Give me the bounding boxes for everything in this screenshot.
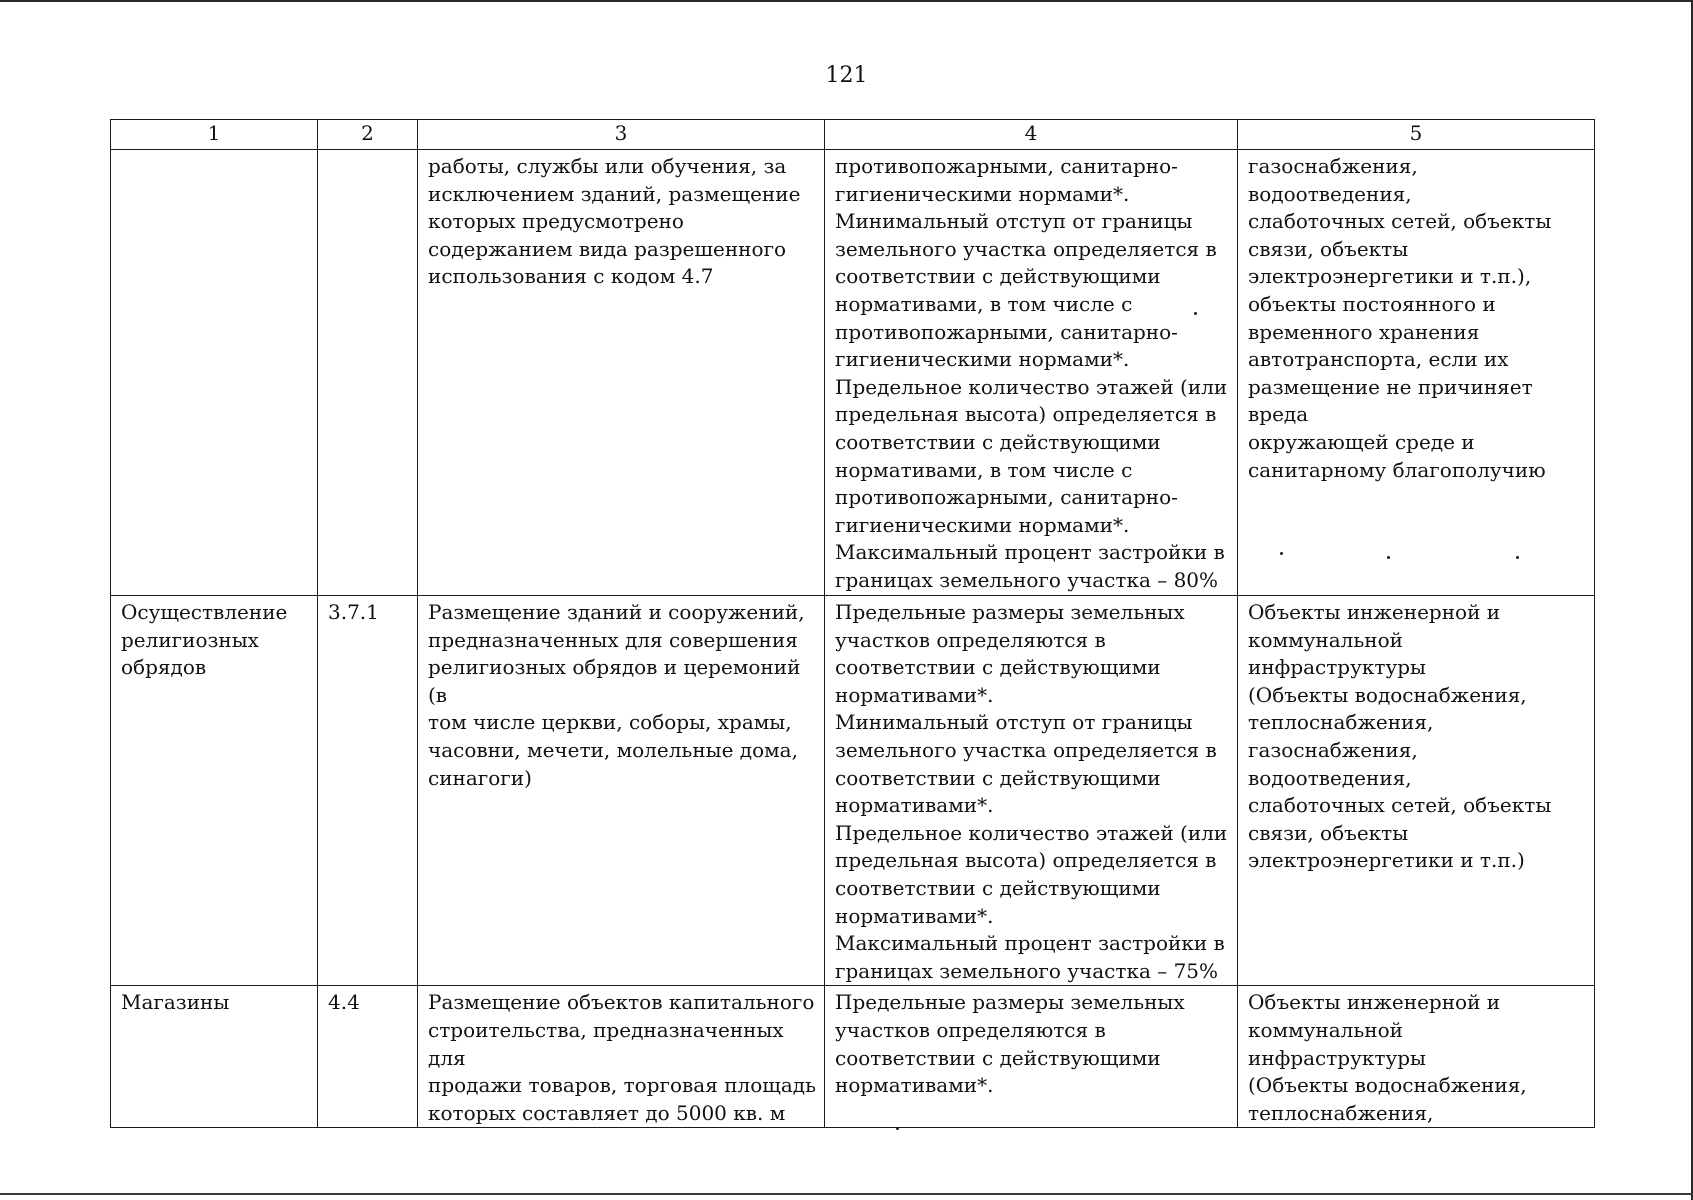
cell-text: противопожарными, санитарно- гигиеническими нормами*. Минимальный отступ от границы земельного участка определяется в соответствии с действующими нормативами, в том числе с противопожарными, санитарно- гигиеническими нормами*. Предельное количество этажей (или предельная высота) определяется в соответствии с действующими нормативами, в том числе с противопожарными, санитарно- гигиеническими нормами*. Максимальный процент застройки в границах земельного участка – 80%	[835, 154, 1228, 592]
cell-use-name	[111, 150, 318, 596]
cell-code	[318, 150, 418, 596]
cell-text: Объекты инженерной и коммунальной инфраструктуры (Объекты водоснабжения, теплоснабжения, газоснабжения, водоотведения, слаботочных сетей, объекты связи, объекты электроэнергетики и т.п.)	[1248, 600, 1552, 873]
header-cell-1: 1	[111, 120, 318, 150]
scan-speck	[1516, 556, 1519, 559]
cell-text: газоснабжения, водоотведения, слаботочных сетей, объекты связи, объекты электроэнергетики и т.п.), объекты постоянного и временного хранения автотранспорта, если их размещение не причиняет вреда окружающей среде и санитарному благополучию	[1248, 154, 1552, 482]
cell-text: Предельные размеры земельных участков определяются в соответствии с действующими нормативами*. Минимальный отступ от границы земельного участка определяется в соответствии с действующими нормативами*. Предельное количество этажей (или предельная высота) определяется в соответствии с действующими нормативами*. Максимальный процент застройки в границах земельного участка – 75%	[835, 600, 1228, 983]
cell-text: Объекты инженерной и коммунальной инфраструктуры (Объекты водоснабжения, теплоснабжения,	[1248, 990, 1527, 1125]
scan-speck	[896, 1127, 899, 1130]
header-cell-3: 3	[418, 120, 825, 150]
cell-text: работы, службы или обучения, за исключением зданий, размещение которых предусмотрено содержанием вида разрешенного использования с кодом 4.7	[428, 154, 801, 289]
cell-auxiliary-uses	[1238, 596, 1595, 986]
header-row	[111, 120, 1595, 150]
cell-text: 3.7.1	[328, 600, 379, 624]
table-row	[111, 596, 1595, 986]
cell-text: Размещение зданий и сооружений, предназначенных для совершения религиозных обрядов и церемоний (в том числе церкви, соборы, храмы, часовни, мечети, молельные дома, синагоги)	[428, 600, 805, 790]
header-cell-2: 2	[318, 120, 418, 150]
cell-use-name	[111, 596, 318, 986]
cell-text: 4.4	[328, 990, 360, 1015]
cell-parameters	[825, 596, 1238, 986]
scan-speck	[1387, 556, 1390, 559]
scan-border-bottom	[0, 1193, 1693, 1195]
cell-parameters	[825, 150, 1238, 596]
cell-text: Предельные размеры земельных участков определяются в соответствии с действующими нормативами*.	[835, 990, 1185, 1098]
cell-code	[318, 596, 418, 986]
header-cell-5: 5	[1238, 120, 1595, 150]
header-cell-4: 4	[825, 120, 1238, 150]
cell-text: Размещение объектов капитального строительства, предназначенных для продажи товаров, торговая площадь которых составляет до 5000 кв. м	[428, 990, 816, 1125]
scan-speck	[1280, 552, 1283, 555]
scan-border-top	[0, 0, 1693, 2]
table-row	[111, 986, 1595, 1128]
cell-parameters	[825, 986, 1238, 1128]
cell-description	[418, 986, 825, 1128]
table-row	[111, 150, 1595, 596]
cell-description	[418, 150, 825, 596]
regulations-table	[110, 119, 1595, 1128]
cell-use-name	[111, 986, 318, 1128]
cell-description	[418, 596, 825, 986]
page-number: 121	[825, 63, 868, 88]
cell-text: Магазины	[121, 990, 230, 1015]
cell-auxiliary-uses	[1238, 986, 1595, 1128]
cell-auxiliary-uses	[1238, 150, 1595, 596]
cell-code	[318, 986, 418, 1128]
scan-speck	[1194, 312, 1197, 315]
cell-text: Осуществление религиозных обрядов	[121, 600, 288, 680]
